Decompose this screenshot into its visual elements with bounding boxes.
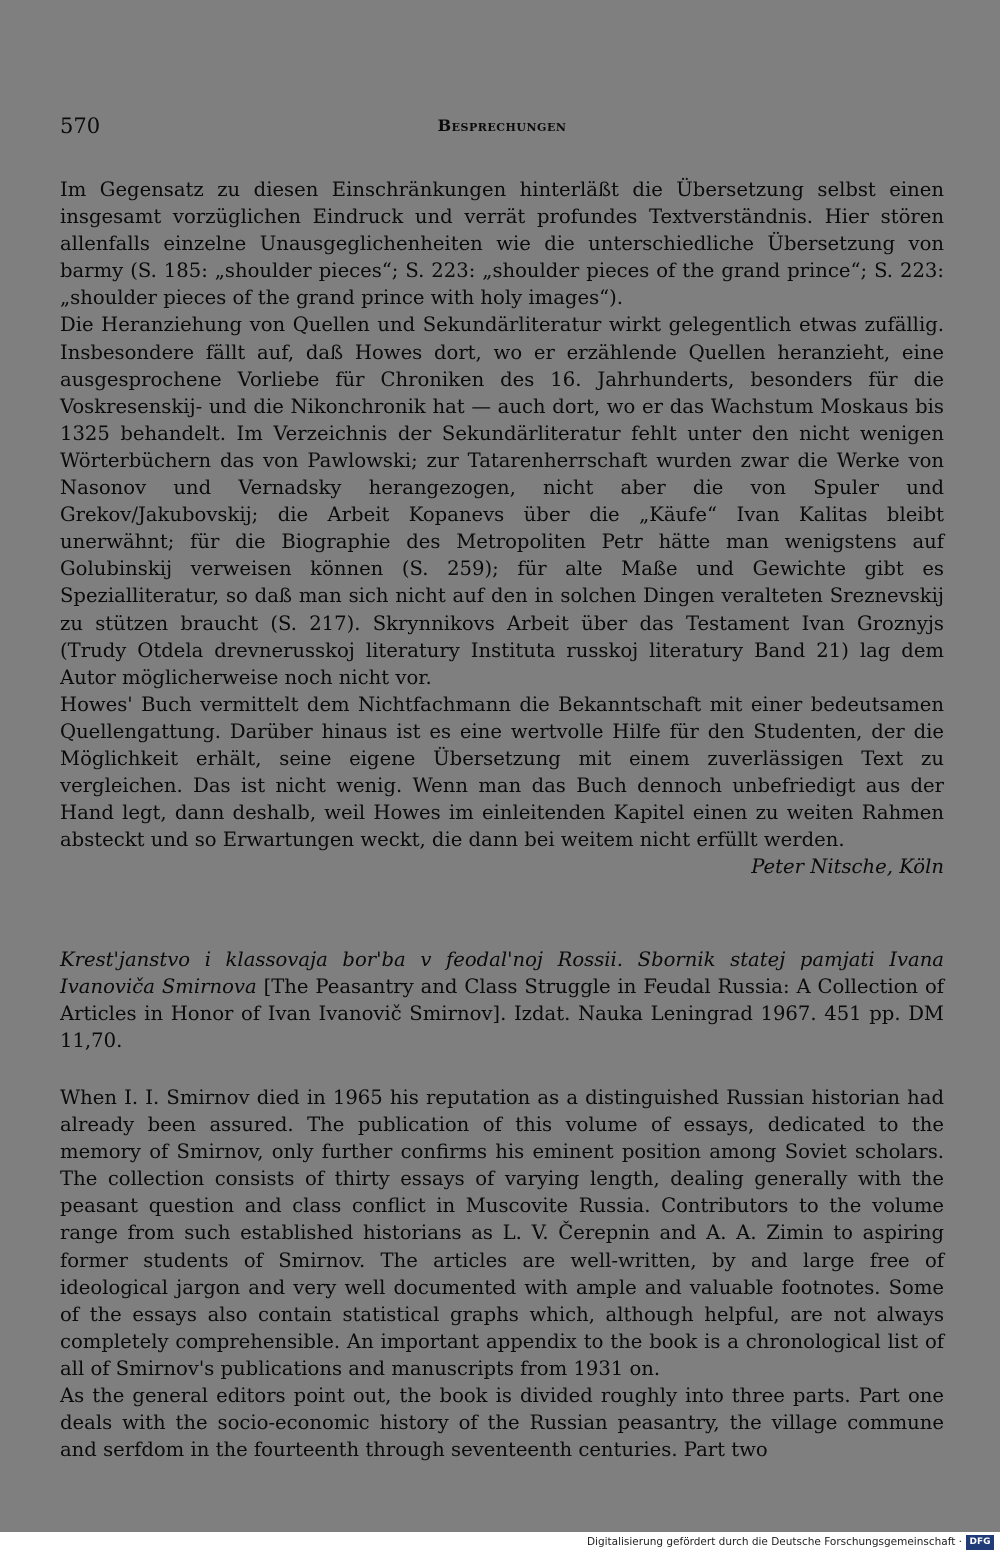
citation-title: Krest'janstvo i klassovaja bor'ba v feodal'noj Rossii. Sbornik statej pamjati Ivana Ivanoviča Smirnova	[60, 948, 944, 999]
reviewer-signature: Peter Nitsche, Köln	[751, 855, 944, 879]
paragraph: As the general editors point out, the book is divided roughly into three parts. Part one deals with the socio-economic history of the Russian peasantry, the village commune and serfdom in the fourteenth through seventeenth centuries. Part two	[60, 1384, 944, 1462]
paragraph: When I. I. Smirnov died in 1965 his reputation as a distinguished Russian historian had already been assured. The publication of this volume of essays, dedicated to the memory of Smirnov, only further confirms his eminent position among Soviet scholars. The collection consists of thirty essays of varying length, dealing generally with the peasant question and class conflict in Muscovite Russia. Contributors to the volume range from such established historians as L. V. Čerepnin and A. A. Zimin to aspiring former students of Smirnov. The articles are well-written, by and large free of ideological jargon and very well documented with ample and valuable footnotes. Some of the essays also contain statistical graphs which, although helpful, are not always completely comprehensible. An important appendix to the book is a chronological list of all of Smirnov's publications and manuscripts from 1931 on.	[60, 1086, 944, 1380]
digitization-footer	[0, 1532, 1000, 1554]
book-citation	[60, 946, 944, 1054]
paragraph: Die Heranziehung von Quellen und Sekundärliteratur wirkt gelegentlich etwas zufällig. Insbesondere fällt auf, daß Howes dort, wo er erzählende Quellen heranzieht, eine ausgesprochene Vorliebe für Chroniken des 16. Jahrhunderts, besonders für die Voskresenskij- und die Nikonchronik hat — auch dort, wo er das Wachstum Moskaus bis 1325 behandelt. Im Verzeichnis der Sekundärliteratur fehlt unter den nicht wenigen Wörterbüchern das von Pawlowski; zur Tatarenherrschaft wurden zwar die Werke von Nasonov und Vernadsky herangezogen, nicht aber die von Spuler und Grekov/Jakubovskij; die Arbeit Kopanevs über die „Käufe“ Ivan Kalitas bleibt unerwähnt; für die Biographie des Metropoliten Petr hätte man wenigstens auf Golubinskij verweisen können (S. 259); für alte Maße und Gewichte gibt es Spezialliteratur, so daß man sich nicht auf den in solchen Dingen veralteten Sreznevskij zu stützen braucht (S. 217). Skrynnikovs Arbeit über das Testament Ivan Groznyjs (Trudy Otdela drevnerusskoj literatury Instituta russkoj literatury Band 21) lag dem Autor möglicherweise noch nicht vor.	[60, 313, 944, 689]
page-number: 570	[60, 114, 101, 138]
footer-note: Digitalisierung gefördert durch die Deutsche Forschungsgemeinschaft ·	[586, 1536, 962, 1548]
review-body-german	[60, 176, 944, 880]
paragraph: Howes' Buch vermittelt dem Nichtfachmann die Bekanntschaft mit einer bedeutsamen Quellengattung. Darüber hinaus ist es eine wertvolle Hilfe für den Studenten, der die Möglichkeit erhält, seine eigene Übersetzung mit einem zuverlässigen Text zu vergleichen. Das ist nicht wenig. Wenn man das Buch dennoch unbefriedigt aus der Hand legt, dann deshalb, weil Howes im einleitenden Kapitel einen zu weiten Rahmen absteckt und so Erwartungen weckt, die dann bei weitem nicht erfüllt werden.	[60, 692, 944, 852]
page-header	[60, 114, 944, 144]
running-head: Besprechungen	[437, 116, 567, 135]
review-body-english	[60, 1084, 944, 1463]
citation-details: [The Peasantry and Class Struggle in Feudal Russia: A Collection of Articles in Honor of Ivan Ivanovič Smirnov]. Izdat. Nauka Leningrad 1967. 451 pp. DM 11,70.	[60, 975, 944, 1053]
dfg-logo: DFG	[966, 1535, 994, 1550]
paragraph: Im Gegensatz zu diesen Einschränkungen hinterläßt die Übersetzung selbst einen insgesamt vorzüglichen Eindruck und verrät profundes Textverständnis. Hier stören allenfalls einzelne Unausgeglichenheiten wie die unterschiedliche Übersetzung von barmy (S. 185: „shoulder pieces“; S. 223: „shoulder pieces of the grand prince“; S. 223: „shoulder pieces of the grand prince with holy images“).	[60, 178, 944, 310]
